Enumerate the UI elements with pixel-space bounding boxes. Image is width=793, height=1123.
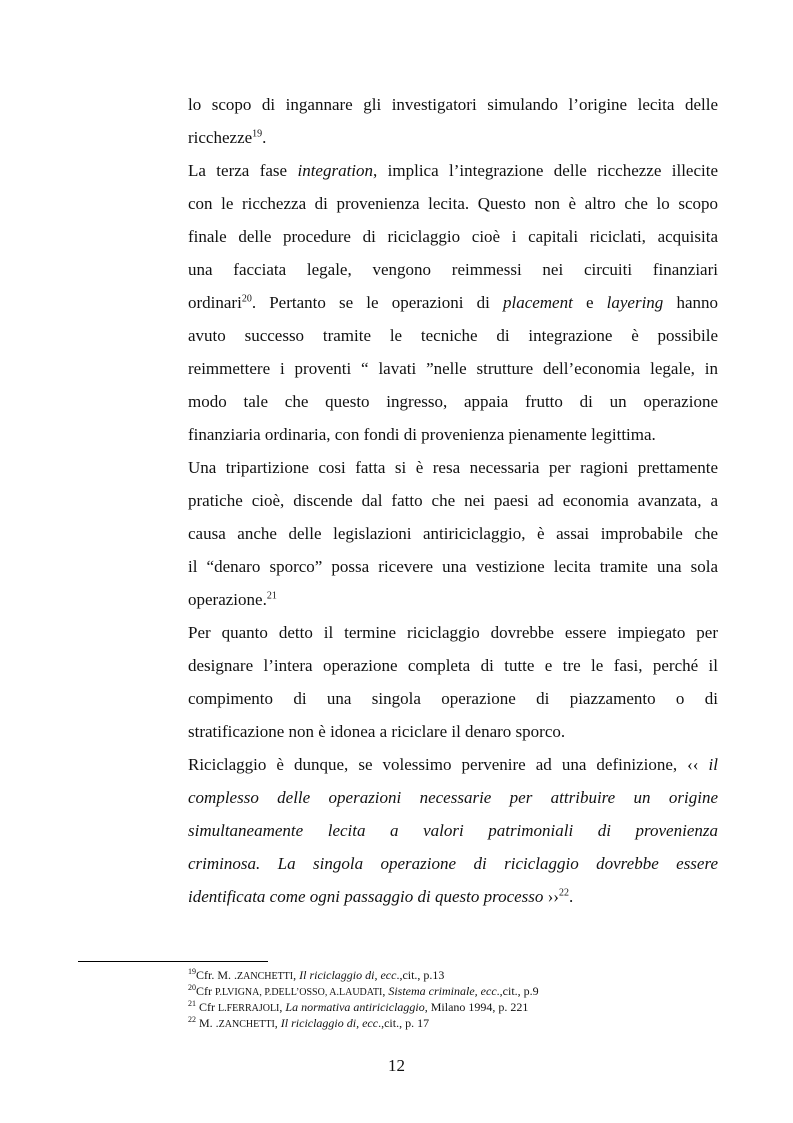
footnote-divider xyxy=(78,961,268,962)
italic-term: layering xyxy=(606,293,664,312)
body-line-18: designare l’intera operazione completa di tutte e tre le fasi, perché il xyxy=(188,656,718,675)
footnote-text: .,cit., p. 17 xyxy=(378,1016,430,1030)
body-line-25 xyxy=(188,886,718,908)
italic-text: criminosa. La singola operazione di riciclaggio dovrebbe essere xyxy=(188,854,718,873)
page-number: 12 xyxy=(388,1056,405,1075)
text-span: hanno xyxy=(663,293,718,312)
footnote-number: 22 xyxy=(188,1015,196,1024)
author-name: ZANCHETTI xyxy=(237,971,294,982)
body-line-4: con le ricchezza di provenienza lecita. Questo non è altro che lo scopo xyxy=(188,194,718,213)
footnote-text: .,cit., p.13 xyxy=(396,968,445,982)
work-title: Il riciclaggio di, ecc xyxy=(299,968,397,982)
text-span: Riciclaggio è dunque, se volessimo pervenire ad una definizione, ‹‹ xyxy=(188,755,709,774)
footnote-text: Cfr. M. . xyxy=(196,968,238,982)
author-name: L.FERRAJOLI xyxy=(218,1003,280,1014)
work-title: La normativa antiriciclaggio xyxy=(285,1000,425,1014)
footnote-number: 21 xyxy=(188,999,196,1008)
text-span: ordinari xyxy=(188,293,242,312)
footnote-text: M. . xyxy=(196,1016,219,1030)
body-line-16 xyxy=(188,589,718,611)
footnote-ref-21: 21 xyxy=(266,590,277,602)
italic-text: identificata come ogni passaggio di questo processo xyxy=(188,887,544,906)
body-line-11: finanziaria ordinaria, con fondi di provenienza pienamente legittima. xyxy=(188,425,656,444)
body-line-10: modo tale che questo ingresso, appaia frutto di un operazione xyxy=(188,392,718,411)
text-span: . Pertanto se le operazioni di xyxy=(251,293,503,312)
body-line-9: reimmettere i proventi “ lavati ”nelle strutture dell’economia legale, in xyxy=(188,359,718,378)
text-span: . xyxy=(568,887,574,906)
body-line-19: compimento di una singola operazione di piazzamento o di xyxy=(188,689,718,708)
body-line-6: una facciata legale, vengono reimmessi nei circuiti finanziari xyxy=(188,260,718,279)
author-name: P.LVIGNA, P.DELL’OSSO, A.LAUDATI xyxy=(215,987,383,998)
body-line-17: Per quanto detto il termine riciclaggio dovrebbe essere impiegato per xyxy=(188,623,718,642)
footnote-number: 19 xyxy=(188,967,196,976)
body-line-7 xyxy=(188,292,718,314)
footnote-text: , xyxy=(279,1000,286,1014)
italic-text: il xyxy=(708,755,718,774)
body-line-14: causa anche delle legislazioni antiriciclaggio, è assai improbabile che xyxy=(188,524,718,543)
author-name: ZANCHETTI xyxy=(218,1019,275,1030)
work-title: Sistema criminale, ecc xyxy=(388,984,497,998)
text-span: . xyxy=(262,128,267,147)
work-title: Il riciclaggio di, ecc xyxy=(280,1016,379,1030)
footnote-20 xyxy=(188,985,539,999)
footnote-text: , xyxy=(274,1016,281,1030)
body-line-12: Una tripartizione cosi fatta si è resa necessaria per ragioni prettamente xyxy=(188,458,718,477)
footnote-19 xyxy=(188,969,444,983)
footnote-text: .,cit., p.9 xyxy=(496,984,539,998)
italic-term: integration xyxy=(297,161,374,180)
body-line-22 xyxy=(188,787,718,809)
body-line-21 xyxy=(188,754,718,776)
footnote-ref-22: 22 xyxy=(558,887,569,899)
footnote-text: , xyxy=(382,984,389,998)
italic-text: simultaneamente lecita a valori patrimoniali di provenienza xyxy=(188,821,718,840)
footnote-21 xyxy=(188,1001,528,1015)
text-span: ›› xyxy=(543,887,559,906)
body-line-2 xyxy=(188,127,718,149)
body-line-15: il “denaro sporco” possa ricevere una vestizione lecita tramite una sola xyxy=(188,557,718,576)
footnote-text: Cfr xyxy=(196,984,215,998)
body-line-20: stratificazione non è idonea a riciclare il denaro sporco. xyxy=(188,722,566,741)
body-line-13: pratiche cioè, discende dal fatto che nei paesi ad economia avanzata, a xyxy=(188,491,718,510)
italic-term: placement xyxy=(502,293,573,312)
footnote-ref-20: 20 xyxy=(241,293,252,305)
body-line-5: finale delle procedure di riciclaggio cioè i capitali riciclati, acquisita xyxy=(188,227,718,246)
footnote-text: Cfr xyxy=(196,1000,218,1014)
text-span: e xyxy=(572,293,607,312)
text-span: , implica l’integrazione delle ricchezze illecite xyxy=(373,161,719,180)
footnote-number: 20 xyxy=(188,983,196,992)
text-span: operazione. xyxy=(188,590,267,609)
italic-text: complesso delle operazioni necessarie per attribuire un origine xyxy=(188,788,718,807)
body-line-24 xyxy=(188,853,718,875)
text-span: La terza fase xyxy=(188,161,298,180)
text-span: ricchezze xyxy=(188,128,253,147)
body-line-23 xyxy=(188,820,718,842)
footnote-22 xyxy=(188,1017,429,1031)
body-line-8: avuto successo tramite le tecniche di integrazione è possibile xyxy=(188,326,718,345)
body-line-1: lo scopo di ingannare gli investigatori simulando l’origine lecita delle xyxy=(188,95,718,114)
body-line-3 xyxy=(188,160,718,182)
footnote-ref-19: 19 xyxy=(252,128,263,140)
footnote-text: , Milano 1994, p. 221 xyxy=(424,1000,529,1014)
footnote-text: , xyxy=(293,968,300,982)
